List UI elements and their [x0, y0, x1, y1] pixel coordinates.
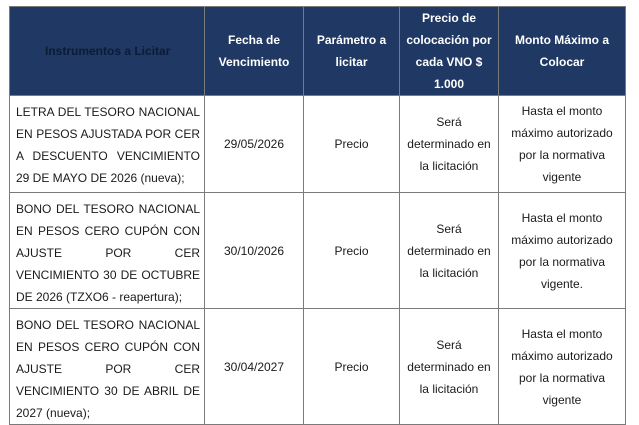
table-row: [10, 309, 626, 425]
cell-parametro: Precio: [304, 96, 400, 193]
cell-instrumento: LETRA DEL TESORO NACIONAL EN PESOS AJUSTADA POR CER A DESCUENTO VENCIMIENTO 29 DE MAYO DE 2026 (nueva);: [10, 96, 205, 193]
cell-parametro: Precio: [304, 193, 400, 309]
header-precio-colocacion: Precio de colocación por cada VNO $ 1.000: [400, 7, 499, 96]
table-row: [10, 193, 626, 309]
cell-fecha: 30/04/2027: [205, 309, 304, 425]
header-fecha-vencimiento: Fecha de Vencimiento: [205, 7, 304, 96]
cell-precio: Será determinado en la licitación: [400, 193, 499, 309]
header-parametro: Parámetro a licitar: [304, 7, 400, 96]
table-header-row: [10, 7, 626, 96]
cell-monto: Hasta el monto máximo autorizado por la normativa vigente: [499, 96, 626, 193]
cell-instrumento: BONO DEL TESORO NACIONAL EN PESOS CERO CUPÓN CON AJUSTE POR CER VENCIMIENTO 30 DE ABRIL DE 2027 (nueva);: [10, 309, 205, 425]
cell-parametro: Precio: [304, 309, 400, 425]
cell-fecha: 30/10/2026: [205, 193, 304, 309]
auction-table: [9, 6, 626, 425]
auction-table-container: [9, 6, 626, 425]
header-monto-maximo: Monto Máximo a Colocar: [499, 7, 626, 96]
cell-instrumento: BONO DEL TESORO NACIONAL EN PESOS CERO CUPÓN CON AJUSTE POR CER VENCIMIENTO 30 DE OCTUBRE DE 2026 (TZXO6 - reapertura);: [10, 193, 205, 309]
header-instrumentos: Instrumentos a Licitar: [10, 7, 205, 96]
cell-precio: Será determinado en la licitación: [400, 96, 499, 193]
cell-fecha: 29/05/2026: [205, 96, 304, 193]
cell-monto: Hasta el monto máximo autorizado por la normativa vigente.: [499, 193, 626, 309]
table-row: [10, 96, 626, 193]
cell-precio: Será determinado en la licitación: [400, 309, 499, 425]
cell-monto: Hasta el monto máximo autorizado por la normativa vigente: [499, 309, 626, 425]
